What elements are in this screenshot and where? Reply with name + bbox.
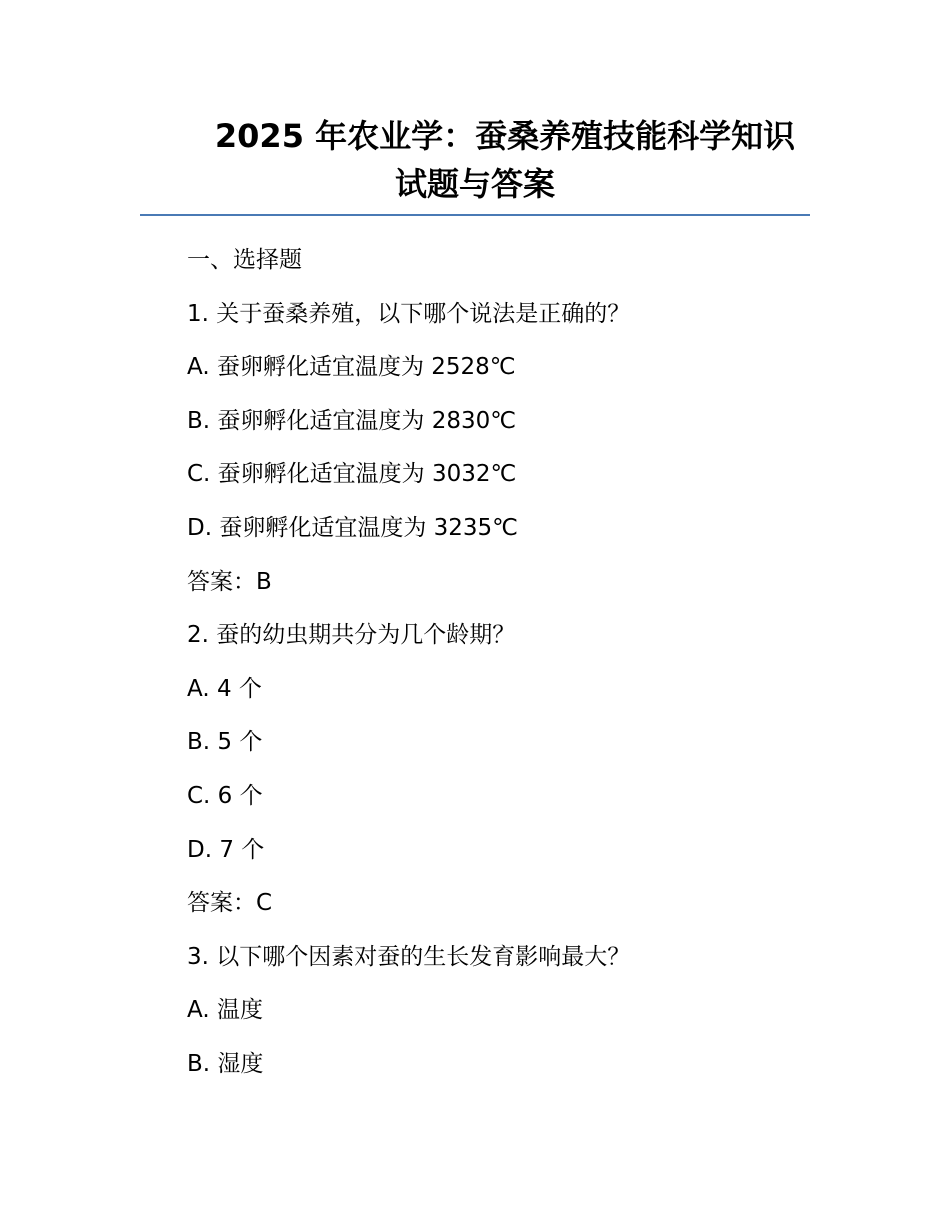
question-2-option-a: A. 4 个 [187, 675, 262, 702]
question-3-option-b: B. 湿度 [187, 1050, 264, 1077]
question-2-stem: 2. 蚕的幼虫期共分为几个龄期？ [187, 622, 516, 649]
question-3-stem: 3. 以下哪个因素对蚕的生长发育影响最大？ [187, 943, 631, 970]
question-2-option-c: C. 6 个 [187, 782, 263, 809]
document-body [187, 245, 807, 1103]
question-2-option-d: D. 7 个 [187, 836, 265, 863]
section-heading: 一、选择题 [187, 247, 302, 273]
document-title [140, 112, 810, 208]
question-1-answer: 答案：B [187, 568, 272, 595]
question-1-option-d: D. 蚕卵孵化适宜温度为 3235℃ [187, 514, 519, 541]
title-line-1: 2025 年农业学：蚕桑养殖技能科学知识 [214, 117, 796, 155]
question-3-option-a: A. 温度 [187, 997, 263, 1024]
title-line-2: 试题与答案 [394, 165, 555, 203]
question-1-option-c: C. 蚕卵孵化适宜温度为 3032℃ [187, 461, 517, 488]
question-2-option-b: B. 5 个 [187, 729, 263, 756]
question-1-stem: 1. 关于蚕桑养殖，以下哪个说法是正确的？ [187, 300, 631, 327]
question-1-option-a: A. 蚕卵孵化适宜温度为 2528℃ [187, 354, 516, 381]
question-1-option-b: B. 蚕卵孵化适宜温度为 2830℃ [187, 407, 517, 434]
question-2-answer: 答案：C [187, 890, 273, 917]
title-underline [140, 214, 810, 216]
